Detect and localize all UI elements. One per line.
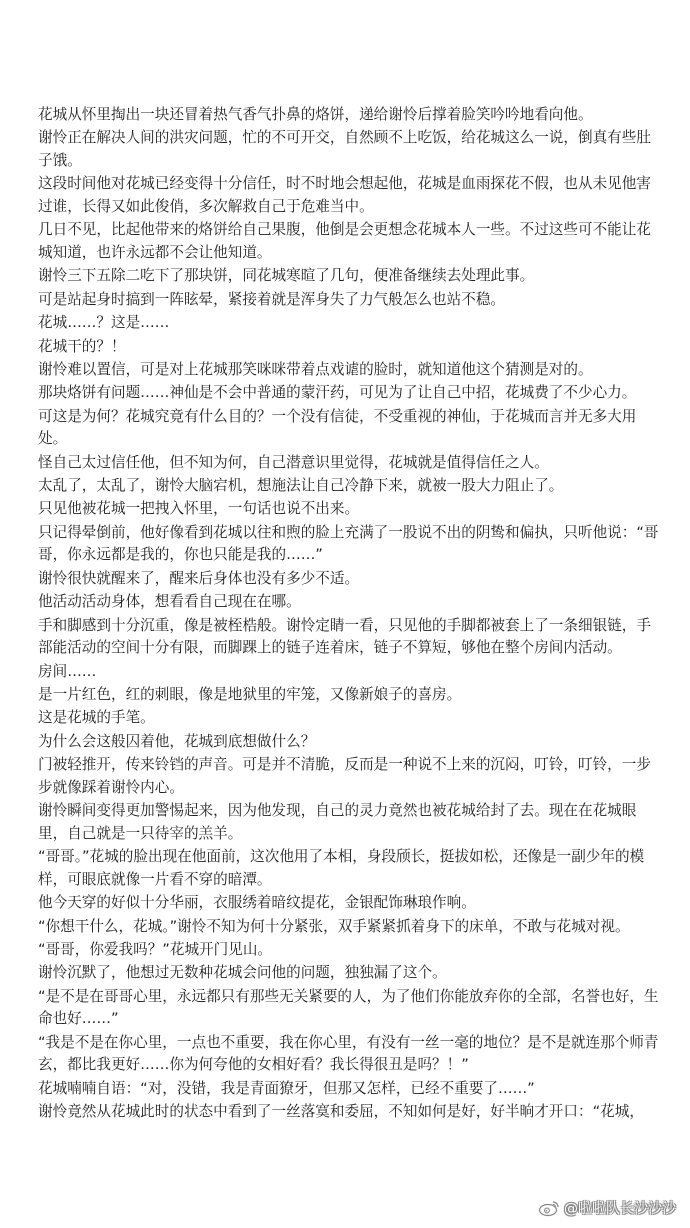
paragraph: 花城喃喃自语：“对，没错，我是青面獠牙，但那又怎样，已经不重要了……” (38, 1079, 535, 1097)
paragraph: 怪自己太过信任他，但不知为何，自己潜意识里觉得，花城就是值得信任之人。 (38, 453, 549, 471)
paragraph: 谢怜瞬间变得更加警惕起来，因为他发现，自己的灵力竟然也被花城给封了去。现在在花城眼里，自己就是一只待宰的羔羊。 (38, 802, 637, 842)
paragraph: 谢怜沉默了，他想过无数种花城会问他的问题，独独漏了这个。 (38, 964, 447, 982)
paragraph: 为什么会这般囚着他，花城到底想做什么？ (38, 732, 316, 750)
paragraph: “我是不是在你心里，一点也不重要，我在你心里，有没有一丝一毫的地位？是不是就连那个师青玄，都比我更好……你为何夸他的女相好看？我长得很丑是吗？！” (38, 1033, 659, 1074)
paragraph: 他活动活动身体，想看看自己现在在哪。 (38, 593, 301, 611)
paragraph: “哥哥，你爱我吗？”花城开门见山。 (38, 940, 273, 958)
weibo-icon (538, 1199, 560, 1217)
paragraph: 可是站起身时搞到一阵眩晕，紧接着就是浑身失了力气般怎么也站不稳。 (38, 290, 506, 308)
paragraph: 花城……？这是…… (38, 314, 170, 332)
paragraph: 谢怜三下五除二吃下了那块饼，同花城寒暄了几句，便准备继续去处理此事。 (38, 267, 535, 285)
paragraph: 只记得晕倒前，他好像看到花城以往和煦的脸上充满了一股说不出的阴鸷和偏执，只听他说：“哥哥，你永远都是我的，你也只能是我的……” (38, 523, 659, 564)
paragraph: 只见他被花城一把拽入怀里，一句话也说不出来。 (38, 500, 360, 518)
paragraph: 花城干的？！ (38, 337, 126, 355)
paragraph: 他今天穿的好似十分华丽，衣服绣着暗纹提花，金银配饰琳琅作响。 (38, 894, 476, 912)
paragraph: “你想干什么，花城。”谢怜不知为何十分紧张，双手紧紧抓着身下的床单，不敢与花城对视。 (38, 917, 630, 935)
paragraph: 这是花城的手笔。 (38, 709, 155, 727)
paragraph: 手和脚感到十分沉重，像是被桎梏般。谢怜定睛一看，只见他的手脚都被套上了一条细银链，手部能活动的空间十分有限，而脚踝上的链子连着床，链子不算短，够他在整个房间内活动。 (38, 616, 651, 657)
paragraph: 谢怜很快就醒来了，醒来后身体也没有多少不适。 (38, 569, 360, 587)
paragraph: “哥哥。”花城的脸出现在他面前，这次他用了本相，身段颀长，挺拔如松，还像是一副少年的模样，可眼底就像一片看不穿的暗潭。 (38, 848, 645, 888)
paragraph: 是一片红色，红的刺眼，像是地狱里的牢笼，又像新娘子的喜房。 (38, 685, 462, 703)
paragraph: 房间…… (38, 662, 97, 680)
paragraph: 谢怜正在解决人间的洪灾问题，忙的不可开交，自然顾不上吃饭，给花城这么一说，倒真有些肚子饿。 (38, 129, 651, 169)
paragraph: 谢怜难以置信，可是对上花城那笑咪咪带着点戏谑的脸时，就知道他这个猜测是对的。 (38, 360, 593, 378)
paragraph: 花城从怀里掏出一块还冒着热气香气扑鼻的烙饼，递给谢怜后撑着脸笑吟吟地看向他。 (38, 106, 593, 123)
paragraph: 谢怜竟然从花城此时的状态中看到了一丝落寞和委屈，不知如何是好，好半晌才开口：“花城， (38, 1103, 644, 1121)
watermark-text: @啦啦队长沙沙沙 (564, 1201, 676, 1217)
paragraph: 那块烙饼有问题……神仙是不会中普通的蒙汗药，可见为了让自己中招，花城费了不少心力。 (38, 384, 637, 402)
paragraph: 门被轻推开，传来铃铛的声音。可是并不清脆，反而是一种说不上来的沉闷，叮铃，叮铃，一步步就像踩着谢怜内心。 (38, 756, 651, 796)
paragraph: 这段时间他对花城已经变得十分信任，时不时地会想起他，花城是血雨探花不假，也从未见他害过谁，长得又如此俊俏，多次解救自己于危难当中。 (38, 175, 651, 215)
story-text (38, 104, 664, 1124)
watermark (538, 1198, 676, 1218)
paragraph: 太乱了，太乱了，谢怜大脑宕机，想施法让自己冷静下来，就被一股大力阻止了。 (38, 477, 564, 495)
paragraph: “是不是在哥哥心里，永远都只有那些无关紧要的人，为了他们你能放弃你的全部，名誉也好，生命也好……” (38, 987, 659, 1028)
paragraph: 几日不见，比起他带来的烙饼给自己果腹，他倒是会更想念花城本人一些。不过这些可不能让花城知道，也许永远都不会让他知道。 (38, 221, 651, 261)
paragraph: 可这是为何？花城究竟有什么目的？一个没有信徒，不受重视的神仙，于花城而言并无多大用处。 (38, 407, 637, 448)
